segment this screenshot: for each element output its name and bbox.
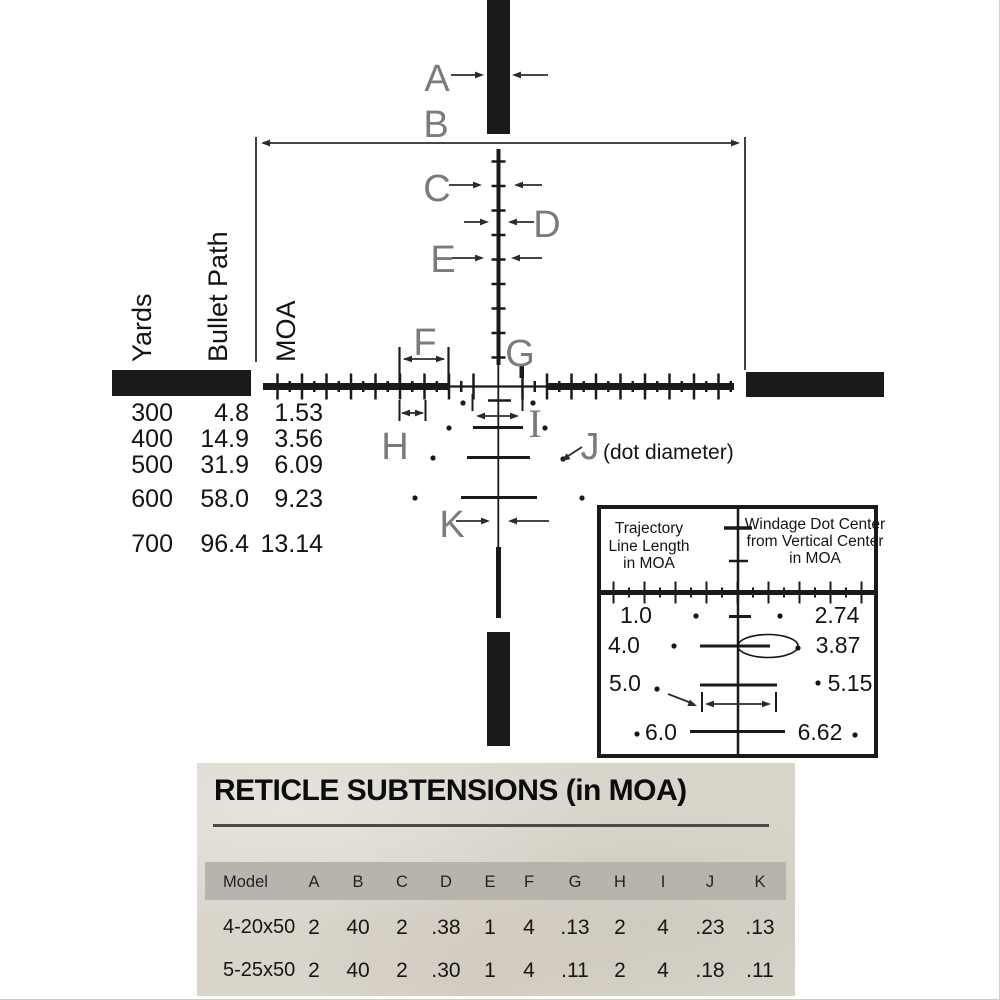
model-row-1: 4-20x50 [223,916,296,938]
label-a: A [424,58,450,100]
inset-right-header-2: from Vertical Center [746,533,884,550]
r1-a: 2 [308,916,320,939]
moa-600: 9.23 [274,485,323,513]
col-a: A [308,873,320,891]
inset-detail-box [599,507,885,756]
inset-length-2: 4.0 [608,632,640,658]
col-g: G [568,873,582,891]
bp-700: 96.4 [200,530,249,558]
r1-c: 2 [396,916,408,939]
r1-g: .13 [560,916,590,939]
range-table-rows [131,399,323,558]
r2-h: 2 [614,959,626,982]
yards-500: 500 [131,451,173,479]
col-k: K [754,873,766,891]
moa-400: 3.56 [274,425,323,453]
label-k: K [439,504,465,546]
col-header-bullet-path: Bullet Path [203,231,233,362]
r2-j: .18 [695,959,725,982]
inset-windage-3: 5.15 [827,670,873,696]
label-j: J [580,426,600,468]
label-i: I [528,401,542,446]
r1-i: 4 [657,916,669,939]
label-h: H [381,426,409,468]
col-f: F [523,873,535,891]
dot-diameter-note: (dot diameter) [603,441,734,464]
inset-windage-1: 2.74 [814,602,860,628]
r2-d: .30 [431,959,461,982]
r1-j: .23 [695,916,725,939]
subtensions-panel [197,763,795,996]
col-e: E [484,873,496,891]
bp-300: 4.8 [214,399,249,427]
tick-marks [276,160,732,386]
title-rule [213,824,769,827]
r2-c: 2 [396,959,408,982]
label-d: D [533,204,561,246]
r1-h: 2 [614,916,626,939]
r2-b: 40 [346,959,370,982]
inset-left-header-2: Line Length [608,538,690,555]
yards-400: 400 [131,425,173,453]
col-i: I [660,873,666,891]
lower-stem-medium [496,547,501,618]
col-header-yards: Yards [127,293,157,362]
moa-500: 6.09 [274,451,323,479]
col-j: J [705,873,715,891]
r1-d: .38 [431,916,461,939]
inset-left-header-3: in MOA [623,555,675,572]
inset-length-1: 1.0 [620,602,652,628]
r1-e: 1 [484,916,496,939]
label-b: B [423,104,449,146]
r1-f: 4 [523,916,535,939]
r2-g: .11 [561,959,589,982]
moa-300: 1.53 [274,399,323,427]
inset-windage-2: 3.87 [815,632,861,658]
col-h: H [614,873,626,891]
inset-length-3: 5.0 [609,670,641,696]
col-header-moa: MOA [271,300,301,362]
moa-700: 13.14 [260,530,323,558]
right-post [746,372,884,397]
r2-f: 4 [523,959,535,982]
yards-600: 600 [131,485,173,513]
inset-windage-4: 6.62 [797,719,843,745]
model-row-2: 5-25x50 [223,959,296,981]
label-f: F [413,322,437,364]
inset-left-header-1: Trajectory [614,520,684,537]
bp-600: 58.0 [200,485,249,513]
col-c: C [396,873,408,891]
r2-a: 2 [308,959,320,982]
col-model: Model [223,873,268,891]
subtensions-title: RETICLE SUBTENSIONS (in MOA) [214,774,687,807]
r2-k: .11 [746,959,774,982]
label-g: G [505,333,535,375]
bp-500: 31.9 [200,451,249,479]
inset-right-header-1: Windage Dot Center [744,516,886,533]
r1-b: 40 [346,916,370,939]
bp-400: 14.9 [200,425,249,453]
top-post [487,0,510,134]
yards-700: 700 [131,530,173,558]
bottom-post [487,632,510,746]
label-e: E [430,239,456,281]
label-c: C [423,168,451,210]
r1-k: .13 [745,916,775,939]
left-post [112,370,251,396]
inset-length-4: 6.0 [645,719,677,745]
r2-i: 4 [657,959,669,982]
col-d: D [440,873,452,891]
inset-right-header-3: in MOA [789,550,841,567]
col-b: B [352,873,364,891]
r2-e: 1 [484,959,496,982]
yards-300: 300 [131,399,173,427]
